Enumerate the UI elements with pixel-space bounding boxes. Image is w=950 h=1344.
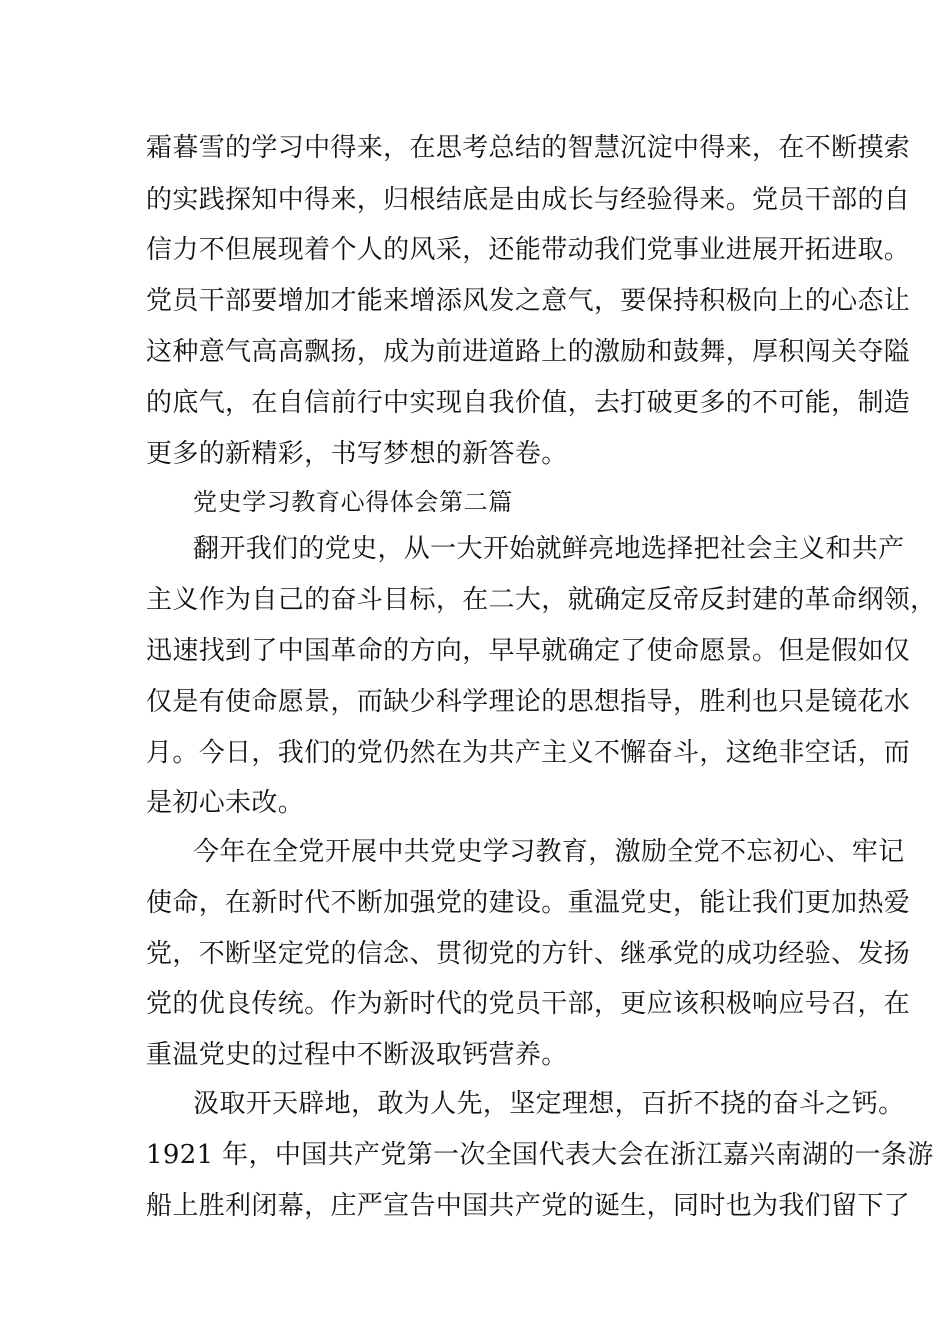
paragraph-2-line-2: 主义作为自己的奋斗目标，在二大，就确定反帝反封建的革命纲领， [146,585,937,615]
paragraph-4-line-3: 船上胜利闭幕，庄严宣告中国共产党的诞生，同时也为我们留下了 [146,1191,911,1221]
paragraph-3-line-3: 党，不断坚定党的信念、贯彻党的方针、继承党的成功经验、发扬 [146,939,911,969]
paragraph-1-line-3: 信力不但展现着个人的风采，还能带动我们党事业进展开拓进取。 [146,235,911,265]
paragraph-2-line-5: 月。今日，我们的党仍然在为共产主义不懈奋斗，这绝非空话，而 [146,738,911,768]
paragraph-2-line-3: 迅速找到了中国革命的方向，早早就确定了使命愿景。但是假如仅 [146,636,911,666]
section-title: 党史学习教育心得体会第二篇 [193,488,513,516]
paragraph-1-line-4: 党员干部要增加才能来增添风发之意气，要保持积极向上的心态让 [146,286,911,316]
paragraph-2-line-1: 翻开我们的党史，从一大开始就鲜亮地选择把社会主义和共产 [193,534,905,564]
paragraph-3-line-5: 重温党史的过程中不断汲取钙营养。 [146,1040,568,1070]
paragraph-1-line-6: 的底气，在自信前行中实现自我价值，去打破更多的不可能，制造 [146,388,911,418]
paragraph-1-line-2: 的实践探知中得来，归根结底是由成长与经验得来。党员干部的自 [146,185,911,215]
paragraph-2-line-4: 仅是有使命愿景，而缺少科学理论的思想指导，胜利也只是镜花水 [146,687,911,717]
paragraph-2-line-6: 是初心未改。 [146,788,305,818]
paragraph-1-line-5: 这种意气高高飘扬，成为前进道路上的激励和鼓舞，厚积闯关夺隘 [146,337,911,367]
paragraph-1-line-1: 霜暮雪的学习中得来，在思考总结的智慧沉淀中得来，在不断摸索 [146,133,911,163]
paragraph-3-line-2: 使命，在新时代不断加强党的建设。重温党史，能让我们更加热爱 [146,888,911,918]
paragraph-4-line-2: 1921 年，中国共产党第一次全国代表大会在浙江嘉兴南湖的一条游 [146,1140,934,1170]
paragraph-1-line-7: 更多的新精彩，书写梦想的新答卷。 [146,439,568,469]
paragraph-3-line-1: 今年在全党开展中共党史学习教育，激励全党不忘初心、牢记 [193,837,905,867]
paragraph-3-line-4: 党的优良传统。作为新时代的党员干部，更应该积极响应号召，在 [146,989,911,1019]
paragraph-4-line-1: 汲取开天辟地，敢为人先，坚定理想，百折不挠的奋斗之钙。 [193,1089,905,1119]
